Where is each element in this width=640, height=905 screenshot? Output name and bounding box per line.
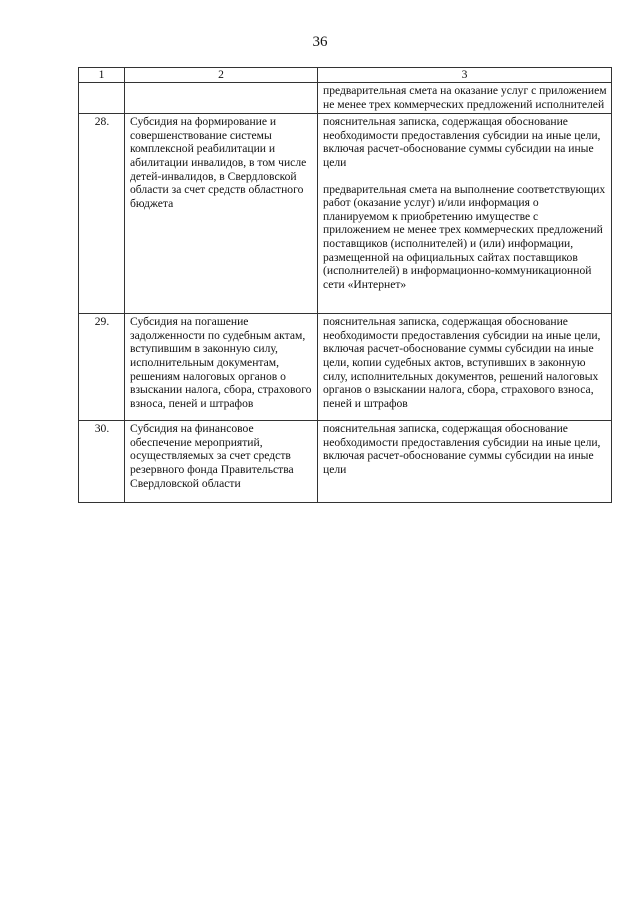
- subsidy-name-cell: [125, 83, 318, 114]
- document-paragraph: предварительная смета на выполнение соответствующих работ (оказание услуг) и/или информация о планируемом к приобретению имуществе с приложением не менее трех коммерческих предложений поставщиков (исполнителей) и (или) информации, размещенной на официальных сайтах поставщиков (исполнителей) в информационно-коммуникационной сети «Интернет»: [323, 182, 606, 291]
- documents-cell: [318, 314, 612, 421]
- documents-cell: [318, 114, 612, 314]
- subsidy-documents-table: [78, 67, 612, 503]
- row-number-cell: [79, 83, 125, 114]
- document-paragraph: предварительная смета на оказание услуг с приложением не менее трех коммерческих предложений исполнителей: [323, 84, 607, 111]
- documents-cell: [318, 421, 612, 503]
- page-number: 36: [312, 34, 328, 50]
- row-number-cell: 29.: [79, 314, 125, 421]
- column-number-2: 2: [125, 68, 318, 83]
- document-paragraph: пояснительная записка, содержащая обоснование необходимости предоставления субсидии на иные цели, включая расчет-обоснование суммы субсидии на иные цели: [323, 422, 601, 476]
- table-row-29: [79, 314, 612, 421]
- table-header-row: [79, 68, 612, 83]
- subsidy-name-cell: Субсидия на погашение задолженности по судебным актам, вступившим в законную силу, исполнительным документам, решениям налоговых органов о взыскании налога, сбора, страхового взноса, пеней и штрафов: [125, 314, 318, 421]
- table-row-28: [79, 114, 612, 314]
- document-paragraph: пояснительная записка, содержащая обоснование необходимости предоставления субсидии на иные цели, включая расчет-обоснование суммы субсидии на иные цели: [323, 115, 601, 169]
- table-row-continuation: [79, 83, 612, 114]
- row-number-cell: 30.: [79, 421, 125, 503]
- documents-cell: [318, 83, 612, 114]
- subsidy-name-cell: Субсидия на финансовое обеспечение мероприятий, осуществляемых за счет средств резервного фонда Правительства Свердловской области: [125, 421, 318, 503]
- row-number-cell: 28.: [79, 114, 125, 314]
- column-number-3: 3: [318, 68, 612, 83]
- column-number-1: 1: [79, 68, 125, 83]
- subsidy-name-cell: Субсидия на формирование и совершенствование системы комплексной реабилитации и абилитации инвалидов, в том числе детей-инвалидов, в Свердловской области за счет средств областного бюджета: [125, 114, 318, 314]
- document-paragraph: пояснительная записка, содержащая обоснование необходимости предоставления субсидии на иные цели, включая расчет-обоснование суммы субсидии на иные цели, копии судебных актов, вступивших в законную силу, исполнительных документов, решений налоговых органов о взыскании налога, сбора, страхового взноса, пеней и штрафов: [323, 315, 601, 410]
- table-row-30: [79, 421, 612, 503]
